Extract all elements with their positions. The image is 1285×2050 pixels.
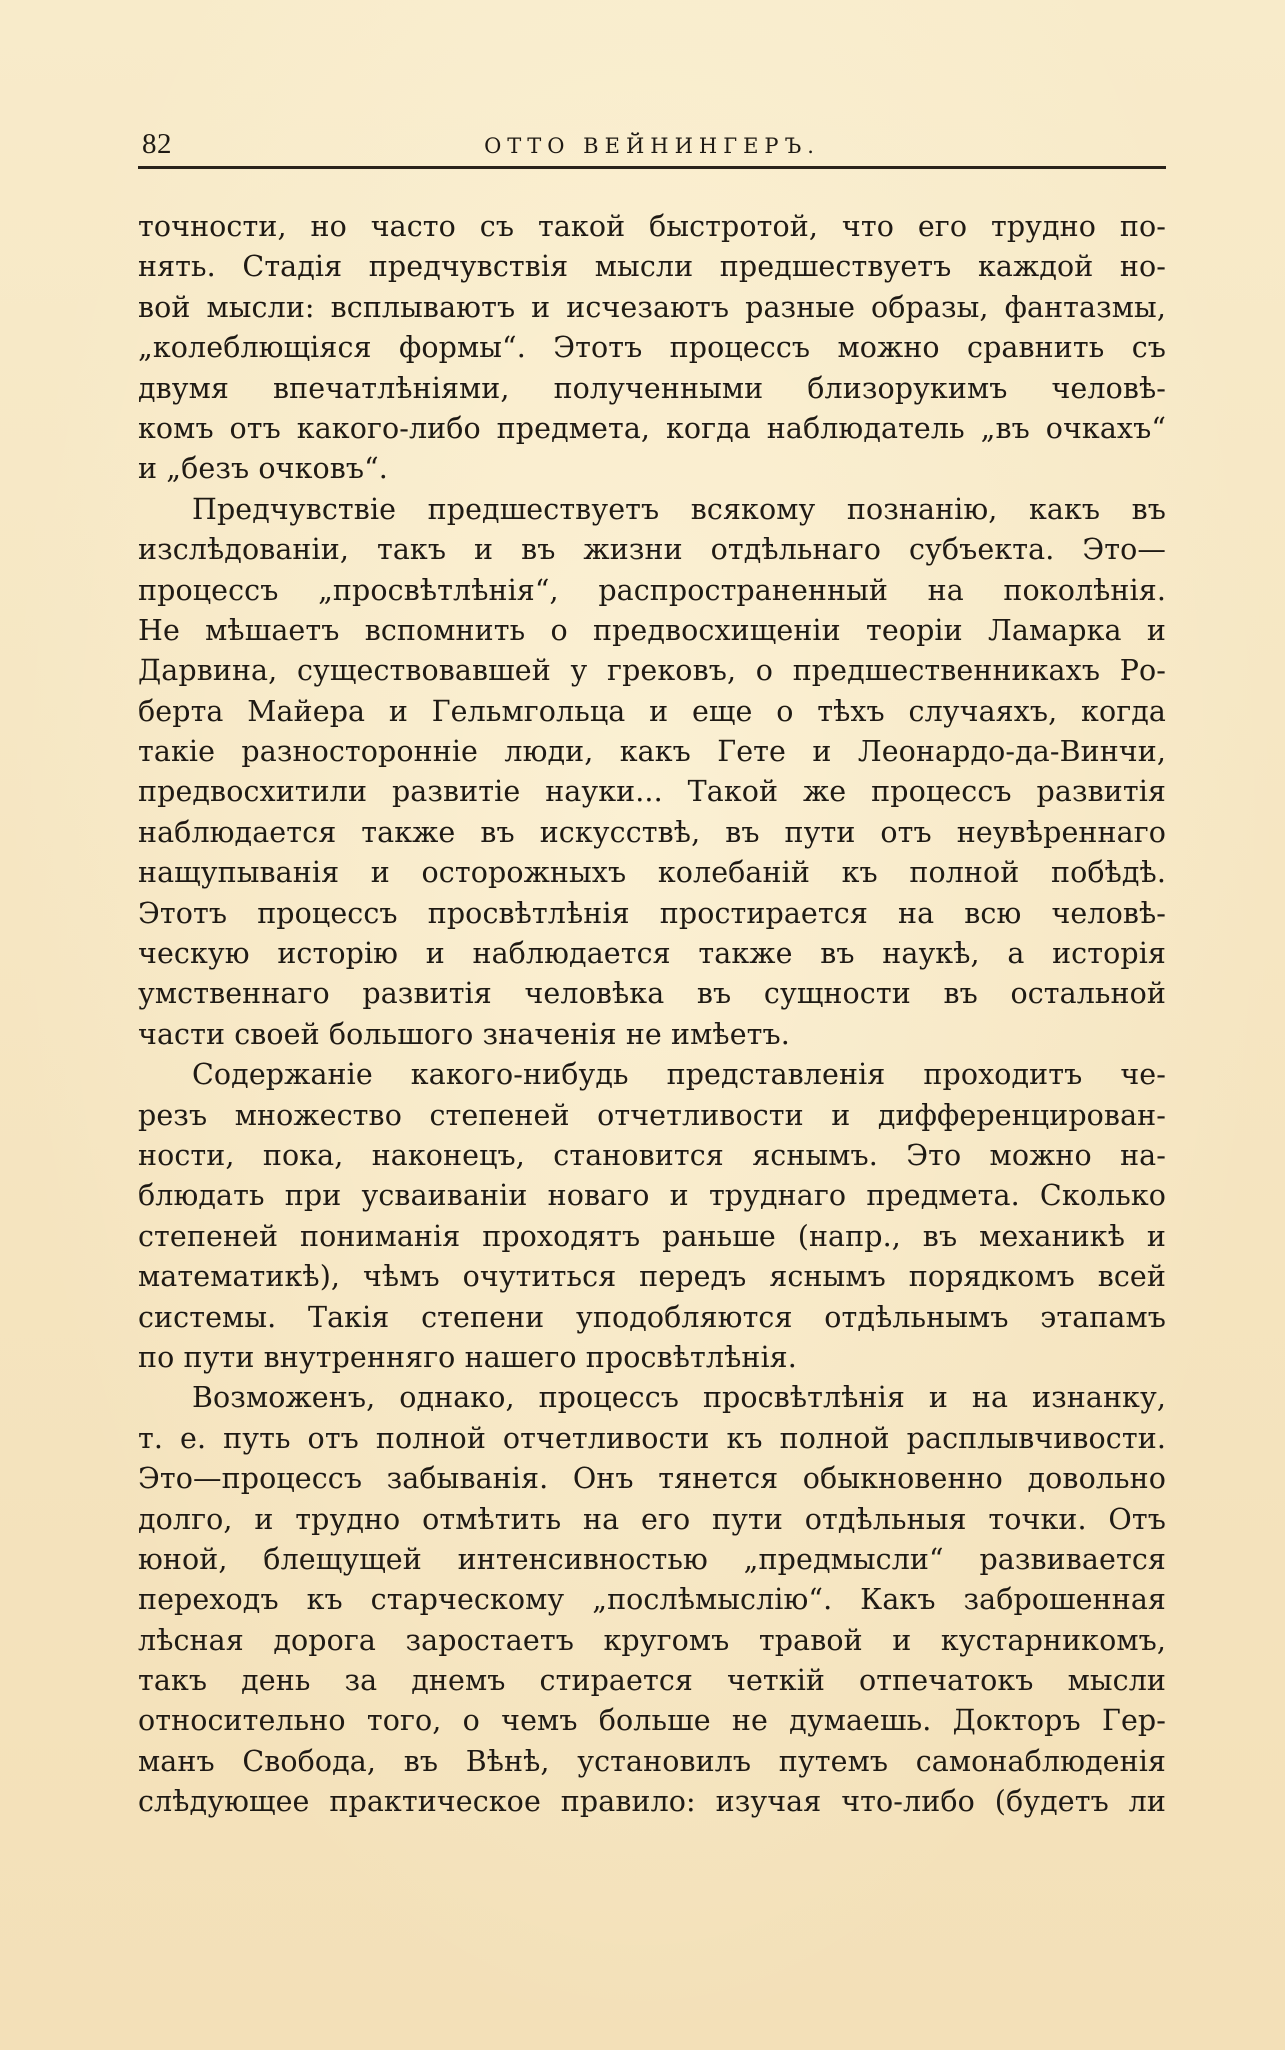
text-line: слѣдующее практическое правило: изучая что-либо (будетъ ли — [138, 1785, 1166, 1819]
paragraph — [138, 1378, 1166, 1822]
text-line: вой мысли: всплываютъ и исчезаютъ разные образы, фантазмы, — [138, 290, 1166, 324]
text-line: наблюдается также въ искусствѣ, въ пути отъ неувѣреннаго — [138, 815, 1166, 849]
text-line: резъ множество степеней отчетливости и дифференцирован- — [138, 1098, 1166, 1132]
text-line: двумя впечатлѣніями, полученными близорукимъ человѣ- — [138, 371, 1166, 405]
text-line: т. е. путь отъ полной отчетливости къ полной расплывчивости. — [138, 1421, 1166, 1455]
text-line: лѣсная дорога заростаетъ кругомъ травой и кустарникомъ, — [138, 1623, 1166, 1657]
text-line: долго, и трудно отмѣтить на его пути отдѣльныя точки. Отъ — [138, 1502, 1166, 1536]
text-line: предвосхитили развитіе науки... Такой же процессъ развитія — [138, 775, 1166, 809]
text-line: системы. Такія степени уподобляются отдѣльнымъ этапамъ — [138, 1300, 1166, 1334]
text-line: Дарвина, существовавшей у грековъ, о предшественникахъ Ро- — [138, 654, 1166, 688]
text-line: переходъ къ старческому „послѣмыслію“. Какъ заброшенная — [138, 1583, 1166, 1617]
text-line: ческую исторію и наблюдается также въ наукѣ, а исторія — [138, 937, 1166, 971]
text-line: нять. Стадія предчувствія мысли предшествуетъ каждой но- — [138, 250, 1166, 284]
paragraph — [138, 207, 1166, 490]
page-number: 82 — [142, 128, 172, 160]
text-line: такіе разносторонніе люди, какъ Гете и Леонардо-да-Винчи, — [138, 735, 1166, 769]
text-line: относительно того, о чемъ больше не думаешь. Докторъ Гер- — [138, 1704, 1166, 1738]
text-line: ности, пока, наконецъ, становится яснымъ. Это можно на- — [138, 1138, 1166, 1172]
page-header — [138, 128, 1166, 168]
text-line: умственнаго развитія человѣка въ сущности въ остальной — [138, 977, 1166, 1011]
text-line: берта Майера и Гельмгольца и еще о тѣхъ случаяхъ, когда — [138, 694, 1166, 728]
text-line: манъ Свобода, въ Вѣнѣ, установилъ путемъ самонаблюденія — [138, 1744, 1166, 1778]
text-line: комъ отъ какого-либо предмета, когда наблюдатель „въ очкахъ“ — [138, 411, 1166, 445]
text-line: Предчувствіе предшествуетъ всякому познанію, какъ въ — [192, 492, 1166, 526]
paragraph — [138, 490, 1166, 1055]
text-line: математикѣ), чѣмъ очутиться передъ яснымъ порядкомъ всей — [138, 1260, 1166, 1294]
header-rule — [138, 166, 1166, 169]
text-line: степеней пониманія проходятъ раньше (напр., въ механикѣ и — [138, 1219, 1166, 1253]
text-line: Не мѣшаетъ вспомнить о предвосхищеніи теоріи Ламарка и — [138, 613, 1166, 647]
text-line: такъ день за днемъ стирается четкій отпечатокъ мысли — [138, 1664, 1166, 1698]
body-text — [138, 207, 1166, 1823]
paragraph — [138, 1055, 1166, 1378]
running-head: ОТТО ВЕЙНИНГЕРЪ. — [484, 134, 820, 158]
text-line: и „безъ очковъ“. — [138, 452, 388, 486]
text-line: точности, но часто съ такой быстротой, что его трудно по- — [138, 210, 1166, 243]
text-line: изслѣдованіи, такъ и въ жизни отдѣльнаго субъекта. Это— — [138, 533, 1166, 567]
text-line: по пути внутренняго нашего просвѣтлѣнія. — [138, 1340, 797, 1374]
text-line: блюдать при усваиваніи новаго и труднаго предмета. Сколько — [138, 1179, 1166, 1213]
text-line: Этотъ процессъ просвѣтлѣнія простирается на всю человѣ- — [138, 896, 1166, 930]
text-line: Это—процессъ забыванія. Онъ тянется обыкновенно довольно — [138, 1462, 1166, 1496]
text-line: процессъ „просвѣтлѣнія“, распространенный на поколѣнія. — [138, 573, 1166, 607]
text-line: „колеблющіяся формы“. Этотъ процессъ можно сравнить съ — [138, 331, 1166, 365]
text-line: части своей большого значенія не имѣетъ. — [138, 1017, 790, 1051]
text-line: юной, блещущей интенсивностью „предмысли“ развивается — [138, 1542, 1166, 1576]
text-line: Возможенъ, однако, процессъ просвѣтлѣнія и на изнанку, — [192, 1381, 1166, 1415]
text-line: Содержаніе какого-нибудь представленія проходитъ че- — [192, 1058, 1166, 1092]
text-line: нащупыванія и осторожныхъ колебаній къ полной побѣдѣ. — [138, 856, 1166, 890]
